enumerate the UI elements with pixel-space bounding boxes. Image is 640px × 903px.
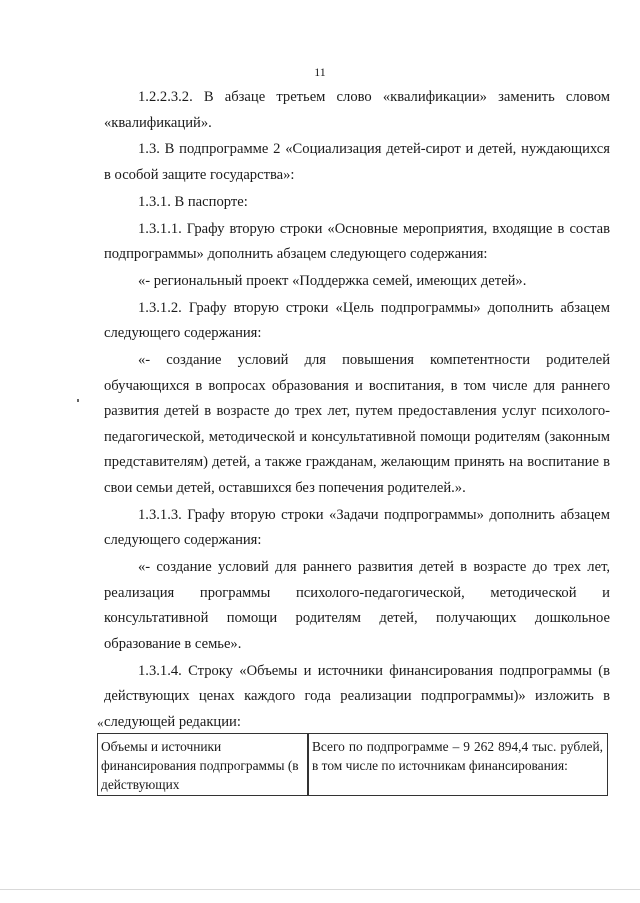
table-row xyxy=(98,734,608,796)
financing-label-cell: Объемы и источники финансирования подпрограммы (в действующих xyxy=(98,734,309,796)
quoted-goal-text: «- создание условий для повышения компетентности родителей обучающихся в вопросах образования и воспитания, в том числе для раннего развития детей в возрасте до трех лет, путем предоставления услуг психолого-педагогической, методической и консультативной помощи родителям (законным представителям) детей, а также гражданам, желающим принять на воспитание в свои семьи детей, оставшихся без попечения родителей.». xyxy=(104,352,610,497)
paragraph-1-3-1-3: 1.3.1.3. Графу вторую строки «Задачи подпрограммы» дополнить абзацем следующего содержания: xyxy=(104,506,610,549)
scan-edge-line xyxy=(0,889,640,890)
document-body xyxy=(104,85,610,737)
financing-table xyxy=(97,733,608,796)
quoted-tasks-text: «- создание условий для раннего развития детей в возрасте до трех лет, реализация программы психолого-педагогической, методической и консультативной помощи родителям детей, получающих дошкольное образование в семье». xyxy=(104,559,610,652)
paragraph-1-3-1-1: 1.3.1.1. Графу вторую строки «Основные мероприятия, входящие в состав подпрограммы» дополнить абзацем следующего содержания: xyxy=(104,220,610,263)
table-quote-mark: « xyxy=(97,715,104,730)
paragraph-1-3-1-2: 1.3.1.2. Графу вторую строки «Цель подпрограммы» дополнить абзацем следующего содержания: xyxy=(104,299,610,342)
paragraph-1-3: 1.3. В подпрограмме 2 «Социализация детей-сирот и детей, нуждающихся в особой защите государства»: xyxy=(104,141,610,183)
financing-value-cell: Всего по подпрограмме – 9 262 894,4 тыс. рублей, в том числе по источникам финансирования: xyxy=(308,734,608,796)
scan-speck xyxy=(77,399,79,402)
paragraph-1-2-2-3-2: 1.2.2.3.2. В абзаце третьем слово «квалификации» заменить словом «квалификаций». xyxy=(104,89,610,131)
page-number: 11 xyxy=(314,65,326,79)
paragraph-1-3-1: 1.3.1. В паспорте: xyxy=(138,193,248,210)
paragraph-1-3-1-4: 1.3.1.4. Строку «Объемы и источники финансирования подпрограммы (в действующих ценах каждого года реализации подпрограммы)» изложить в следующей редакции: xyxy=(104,662,610,730)
quoted-regional-project: «- региональный проект «Поддержка семей, имеющих детей». xyxy=(138,272,527,289)
